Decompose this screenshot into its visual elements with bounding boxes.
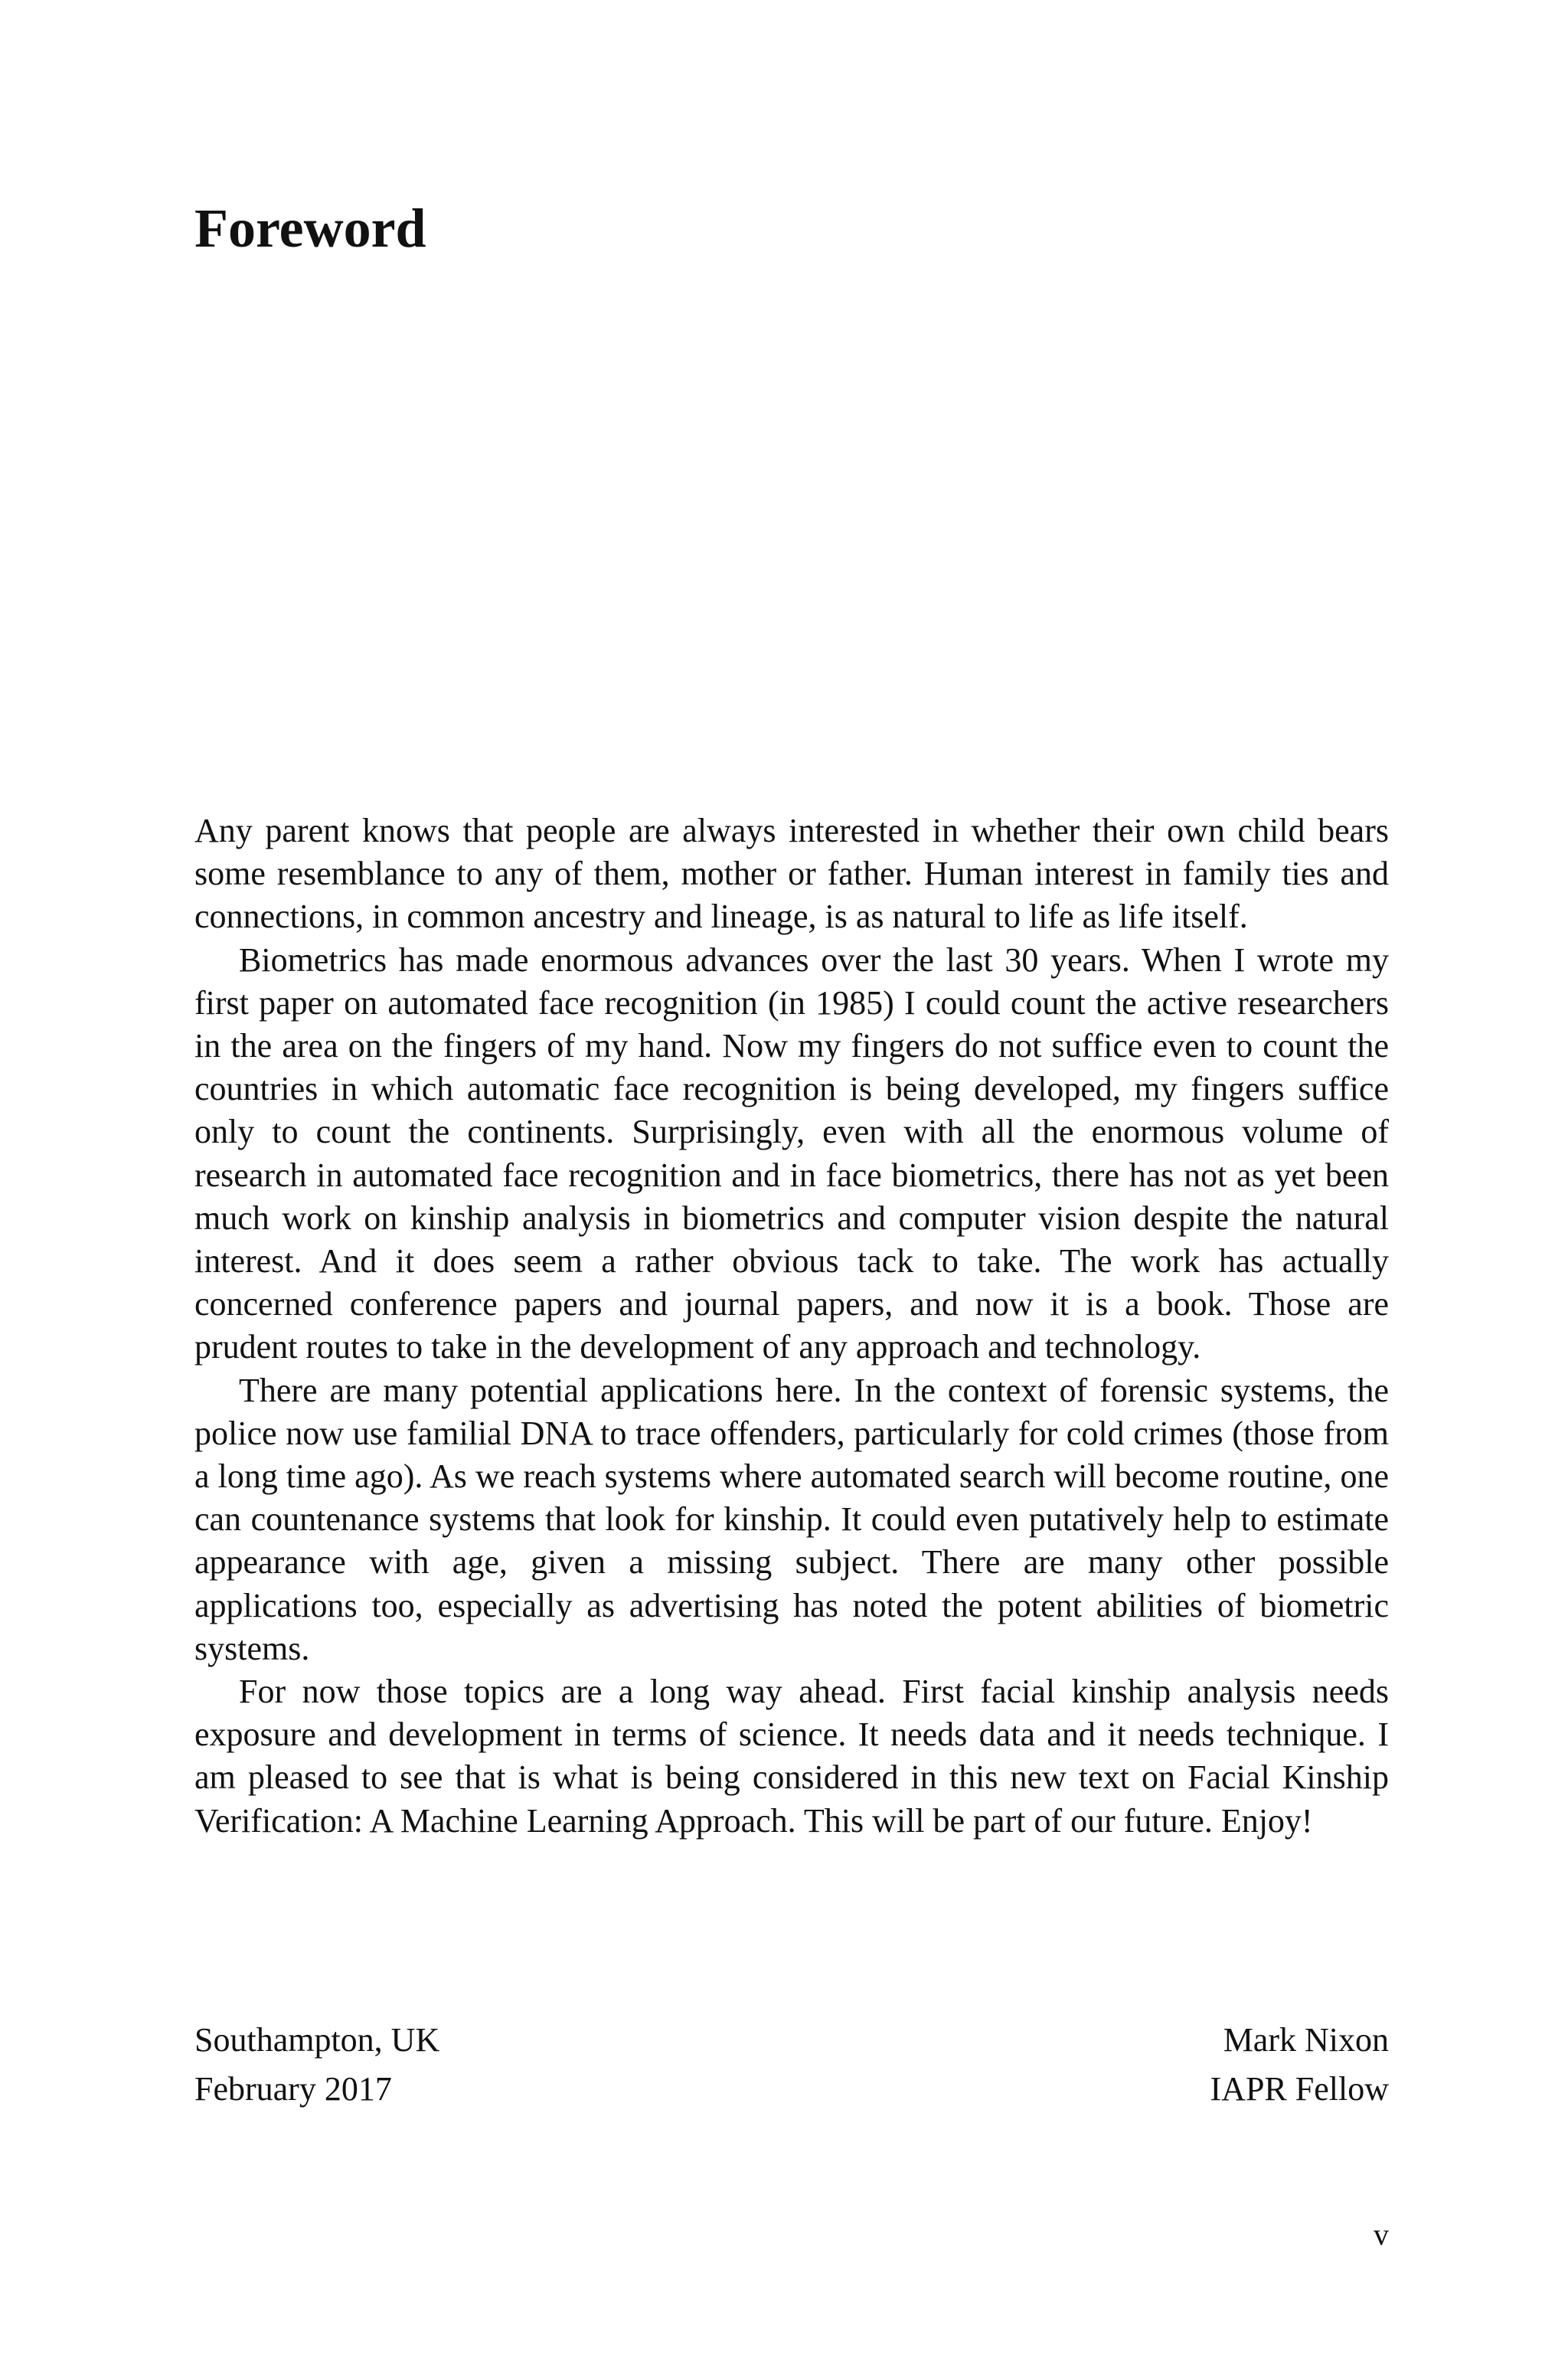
signature-affiliation: IAPR Fellow	[1210, 2070, 1389, 2108]
paragraph-4: For now those topics are a long way ahead. First facial kinship analysis needs exposure and development in terms of science. It needs data and it needs technique. I am pleased to see that is what is being considered in this new text on Facial Kinship Verification: A Machine Learning Approach. This will be part of our future. Enjoy!	[194, 1673, 1389, 1840]
signature-author-block	[1210, 2016, 1389, 2114]
page-number: v	[1374, 2217, 1389, 2252]
signature-place-date	[194, 2016, 439, 2114]
page-title: Foreword	[194, 198, 426, 259]
signature-author: Mark Nixon	[1223, 2021, 1389, 2059]
paragraph-2: Biometrics has made enormous advances over the last 30 years. When I wrote my first paper on automated face recognition (in 1985) I could count the active researchers in the area on the fingers of my hand. Now my fingers do not suffice even to count the countries in which automatic face recognition is being developed, my fingers suffice only to count the continents. Surprisingly, even with all the enormous volume of research in automated face recognition and in face biometrics, there has not as yet been much work on kinship analysis in biometrics and computer vision despite the natural interest. And it does seem a rather obvious tack to take. The work has actually concerned conference papers and journal papers, and now it is a book. Those are prudent routes to take in the development of any approach and technology.	[194, 940, 1389, 1366]
signature-place: Southampton, UK	[194, 2021, 440, 2059]
signature-date: February 2017	[194, 2070, 392, 2108]
foreword-body	[194, 810, 1389, 1843]
signature-block	[194, 2016, 1389, 2114]
paragraph-1: Any parent knows that people are always interested in whether their own child bears some resemblance to any of them, mother or father. Human interest in family ties and connections, in common ancestry and lineage, is as natural to life as life itself.	[194, 812, 1389, 936]
paragraph-3: There are many potential applications here. In the context of forensic systems, the police now use familial DNA to trace offenders, particularly for cold crimes (those from a long time ago). As we reach systems where automated search will become routine, one can countenance systems that look for kinship. It could even putatively help to estimate appearance with age, given a missing subject. There are many other possible applications too, especially as advertising has noted the potent abilities of biometric systems.	[194, 1371, 1389, 1667]
